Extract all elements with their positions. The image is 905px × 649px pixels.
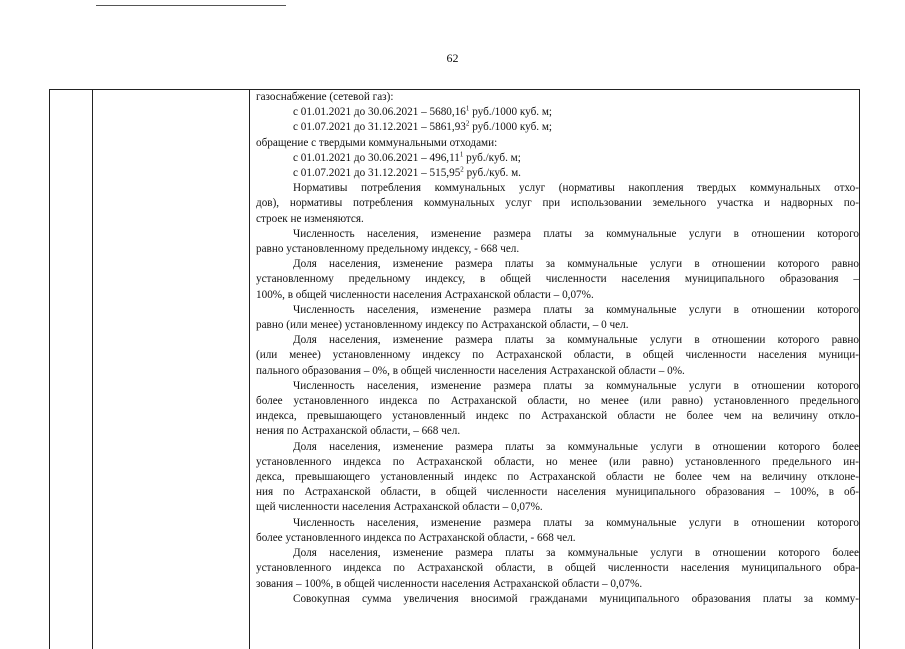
text-line: [256, 500, 859, 515]
text-line: [256, 485, 859, 500]
content-table: [49, 89, 860, 649]
text-line-tail: руб./1000 куб. м;: [469, 106, 553, 119]
text-line-body: Численность населения, изменение размера платы за коммунальные услуги в отношении которого: [293, 516, 859, 529]
text-line: [256, 257, 859, 272]
text-line: [256, 212, 859, 227]
text-line-body: равно установленному предельному индексу, - 668 чел.: [256, 243, 520, 256]
text-line: [256, 318, 859, 333]
text-line: [256, 288, 859, 303]
text-line-body: обращение с твердыми коммунальными отходами:: [256, 136, 498, 149]
text-line: [256, 166, 859, 181]
text-line-body: Доля населения, изменение размера платы за коммунальные услуги в отношении которого более: [293, 547, 859, 560]
text-line: [256, 546, 859, 561]
text-line-body: установленного индекса по Астраханской области, но менее (или равно) установленного предельного ин-: [256, 455, 859, 468]
text-line: [256, 440, 859, 455]
text-line-body: установленного индекса по Астраханской области, в общей численности населения муниципального обра-: [256, 562, 859, 575]
text-line: [256, 561, 859, 576]
text-line: [256, 90, 859, 105]
text-line-body: пального образования – 0%, в общей численности населения Астраханской области – 0%.: [256, 364, 685, 377]
text-line-tail: руб./куб. м;: [463, 151, 521, 164]
text-line: [256, 105, 859, 120]
text-line-body: с 01.07.2021 до 31.12.2021 – 515,95: [293, 167, 461, 180]
text-line-body: Численность населения, изменение размера платы за коммунальные услуги в отношении которого: [293, 379, 859, 392]
text-line-body: Численность населения, изменение размера платы за коммунальные услуги в отношении которого: [293, 303, 859, 316]
text-line-body: Доля населения, изменение размера платы за коммунальные услуги в отношении которого равно: [293, 334, 859, 347]
text-line-body: с 01.01.2021 до 30.06.2021 – 496,11: [293, 151, 460, 164]
text-line-body: с 01.07.2021 до 31.12.2021 – 5861,93: [293, 121, 466, 134]
text-line: [256, 455, 859, 470]
text-line: [256, 394, 859, 409]
text-line: [256, 364, 859, 379]
column-divider: [249, 90, 250, 649]
text-line: [256, 577, 859, 592]
text-line: [256, 424, 859, 439]
text-line: [256, 303, 859, 318]
text-line: [256, 592, 859, 607]
text-line: [256, 196, 859, 211]
table-cell-text: [256, 90, 859, 607]
text-line-body: индекса, превышающего установленный индекс по Астраханской области не более чем на величину откло-: [256, 410, 859, 423]
text-line-body: более установленного индекса по Астраханской области, - 668 чел.: [256, 531, 576, 544]
text-line: [256, 409, 859, 424]
text-line: [256, 136, 859, 151]
text-line-body: равно (или менее) установленному индексу по Астраханской области, – 0 чел.: [256, 319, 629, 332]
text-line: [256, 531, 859, 546]
text-line-body: строек не изменяются.: [256, 212, 364, 225]
text-line-body: 100%, в общей численности населения Астраханской области – 0,07%.: [256, 288, 594, 301]
text-line-body: дов), нормативы потребления коммунальных услуг при использовании земельного участка и надворных по-: [256, 197, 859, 210]
header-rule: [96, 5, 286, 6]
footnote-mark: 1: [459, 150, 464, 159]
text-line: [256, 516, 859, 531]
text-line-body: с 01.01.2021 до 30.06.2021 – 5680,16: [293, 106, 466, 119]
text-line: [256, 333, 859, 348]
footnote-mark: 2: [460, 166, 464, 174]
text-line: [256, 181, 859, 196]
text-line-tail: руб./куб. м.: [463, 167, 521, 180]
text-line-body: нения по Астраханской области, – 668 чел.: [256, 425, 461, 438]
text-line-tail: руб./1000 куб. м;: [469, 121, 553, 134]
text-line: [256, 272, 859, 287]
text-line: [256, 348, 859, 363]
column-divider: [92, 90, 93, 649]
text-line-body: щей численности населения Астраханской области – 0,07%.: [256, 501, 543, 514]
page-number: 62: [446, 51, 459, 65]
text-line-body: декса, превышающего установленный индекс по Астраханской области не более чем на величину отклоне-: [256, 471, 859, 484]
text-line-body: более установленного индекса по Астраханской области, но менее (или равно) установленного предельного: [256, 395, 859, 408]
text-line-body: ния по Астраханской области, в общей численности населения муниципального образования – 100%, в об-: [256, 486, 859, 499]
text-line-body: газоснабжение (сетевой газ):: [256, 91, 394, 103]
text-line-body: Совокупная сумма увеличения вносимой гражданами муниципального образования платы за комму-: [293, 592, 859, 605]
footnote-mark: 2: [465, 120, 470, 128]
text-line-body: Численность населения, изменение размера платы за коммунальные услуги в отношении которого: [293, 227, 859, 240]
text-line-body: установленному предельному индексу, в общей численности населения муниципального образования –: [256, 273, 859, 286]
text-line: [256, 242, 859, 257]
text-line-body: Доля населения, изменение размера платы за коммунальные услуги в отношении которого равно: [293, 258, 859, 271]
footnote-mark: 1: [465, 105, 470, 113]
text-line: [256, 379, 859, 394]
text-line: [256, 470, 859, 485]
text-line-body: Доля населения, изменение размера платы за коммунальные услуги в отношении которого более: [293, 440, 859, 453]
text-line-body: (или менее) установленному индексу по Астраханской области, в общей численности населения муници-: [256, 349, 859, 362]
text-line: [256, 227, 859, 242]
text-line: [256, 120, 859, 135]
text-line: [256, 151, 859, 166]
text-line-body: зования – 100%, в общей численности населения Астраханской области – 0,07%.: [256, 577, 643, 590]
text-line-body: Нормативы потребления коммунальных услуг (нормативы накопления твердых коммунальных отхо-: [293, 182, 859, 195]
